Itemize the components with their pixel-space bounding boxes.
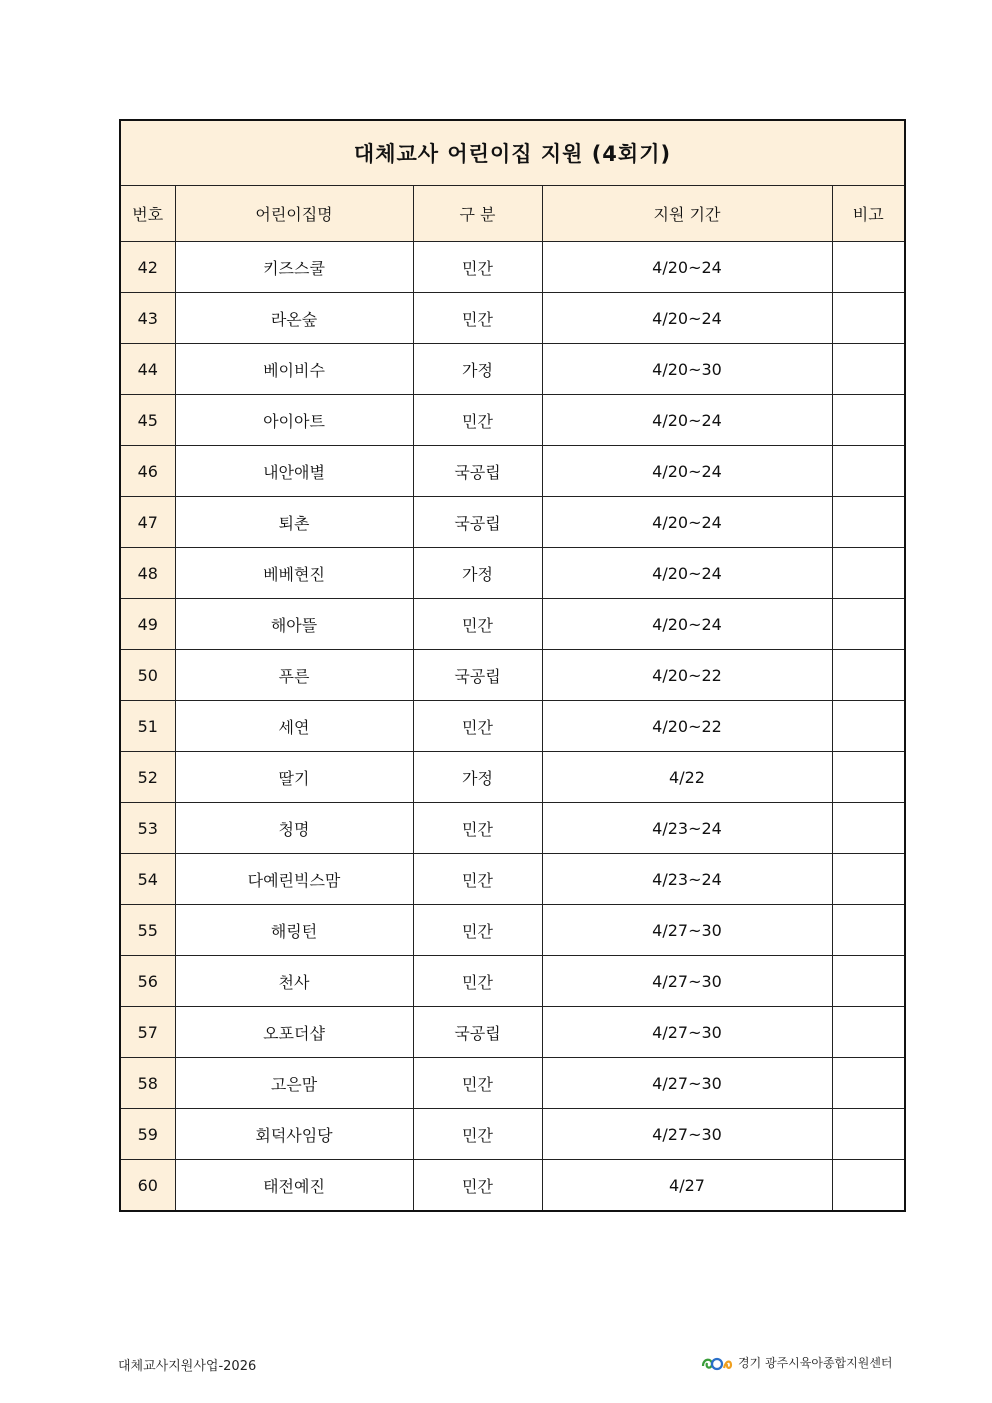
row-number: 45 bbox=[120, 395, 175, 446]
row-name: 회덕사임당 bbox=[175, 1109, 413, 1160]
row-note bbox=[832, 854, 905, 905]
row-number: 54 bbox=[120, 854, 175, 905]
row-number: 43 bbox=[120, 293, 175, 344]
row-name: 키즈스쿨 bbox=[175, 242, 413, 293]
row-name: 천사 bbox=[175, 956, 413, 1007]
table-row bbox=[120, 1058, 905, 1109]
row-number: 56 bbox=[120, 956, 175, 1007]
row-number: 50 bbox=[120, 650, 175, 701]
row-name: 다예린빅스맘 bbox=[175, 854, 413, 905]
row-note bbox=[832, 1109, 905, 1160]
table-row bbox=[120, 548, 905, 599]
row-name: 해링턴 bbox=[175, 905, 413, 956]
table-row bbox=[120, 344, 905, 395]
table-row bbox=[120, 701, 905, 752]
row-type: 민간 bbox=[413, 1109, 542, 1160]
table-body bbox=[120, 242, 905, 1212]
row-name: 라온숲 bbox=[175, 293, 413, 344]
table-row bbox=[120, 446, 905, 497]
row-type: 민간 bbox=[413, 599, 542, 650]
row-type: 민간 bbox=[413, 242, 542, 293]
row-note bbox=[832, 344, 905, 395]
row-type: 가정 bbox=[413, 752, 542, 803]
header-type: 구 분 bbox=[413, 186, 542, 242]
footer-org bbox=[700, 1352, 893, 1372]
row-period: 4/23~24 bbox=[542, 803, 832, 854]
row-note bbox=[832, 242, 905, 293]
row-number: 52 bbox=[120, 752, 175, 803]
row-period: 4/22 bbox=[542, 752, 832, 803]
row-note bbox=[832, 905, 905, 956]
row-period: 4/20~24 bbox=[542, 446, 832, 497]
row-name: 아이아트 bbox=[175, 395, 413, 446]
row-number: 55 bbox=[120, 905, 175, 956]
table-row bbox=[120, 293, 905, 344]
row-period: 4/20~22 bbox=[542, 650, 832, 701]
row-period: 4/20~22 bbox=[542, 701, 832, 752]
row-period: 4/27~30 bbox=[542, 1058, 832, 1109]
row-number: 58 bbox=[120, 1058, 175, 1109]
row-period: 4/27~30 bbox=[542, 1007, 832, 1058]
row-note bbox=[832, 446, 905, 497]
row-period: 4/20~24 bbox=[542, 497, 832, 548]
row-type: 민간 bbox=[413, 1058, 542, 1109]
row-period: 4/20~24 bbox=[542, 395, 832, 446]
row-name: 베이비수 bbox=[175, 344, 413, 395]
row-number: 42 bbox=[120, 242, 175, 293]
row-period: 4/27~30 bbox=[542, 905, 832, 956]
row-note bbox=[832, 701, 905, 752]
row-type: 민간 bbox=[413, 395, 542, 446]
row-period: 4/27~30 bbox=[542, 956, 832, 1007]
row-name: 청명 bbox=[175, 803, 413, 854]
table-row bbox=[120, 803, 905, 854]
row-name: 태전예진 bbox=[175, 1160, 413, 1212]
row-type: 국공립 bbox=[413, 497, 542, 548]
row-type: 민간 bbox=[413, 293, 542, 344]
header-note: 비고 bbox=[832, 186, 905, 242]
header-name: 어린이집명 bbox=[175, 186, 413, 242]
row-number: 59 bbox=[120, 1109, 175, 1160]
table-row bbox=[120, 395, 905, 446]
row-note bbox=[832, 395, 905, 446]
row-name: 내안애별 bbox=[175, 446, 413, 497]
row-type: 국공립 bbox=[413, 446, 542, 497]
row-type: 가정 bbox=[413, 548, 542, 599]
table-row bbox=[120, 1007, 905, 1058]
row-note bbox=[832, 293, 905, 344]
row-name: 딸기 bbox=[175, 752, 413, 803]
row-name: 해아뜰 bbox=[175, 599, 413, 650]
header-period: 지원 기간 bbox=[542, 186, 832, 242]
table-row bbox=[120, 242, 905, 293]
row-number: 57 bbox=[120, 1007, 175, 1058]
row-note bbox=[832, 548, 905, 599]
row-number: 53 bbox=[120, 803, 175, 854]
row-type: 가정 bbox=[413, 344, 542, 395]
row-name: 고은맘 bbox=[175, 1058, 413, 1109]
row-number: 46 bbox=[120, 446, 175, 497]
row-type: 민간 bbox=[413, 956, 542, 1007]
row-type: 민간 bbox=[413, 905, 542, 956]
row-name: 오포더샵 bbox=[175, 1007, 413, 1058]
footer-program-label: 대체교사지원사업-2026 bbox=[118, 1359, 257, 1374]
row-period: 4/23~24 bbox=[542, 854, 832, 905]
row-type: 민간 bbox=[413, 854, 542, 905]
row-type: 민간 bbox=[413, 701, 542, 752]
row-type: 국공립 bbox=[413, 1007, 542, 1058]
row-note bbox=[832, 650, 905, 701]
row-period: 4/20~24 bbox=[542, 242, 832, 293]
row-number: 44 bbox=[120, 344, 175, 395]
row-period: 4/20~24 bbox=[542, 293, 832, 344]
row-number: 60 bbox=[120, 1160, 175, 1212]
row-note bbox=[832, 956, 905, 1007]
row-number: 48 bbox=[120, 548, 175, 599]
row-note bbox=[832, 599, 905, 650]
table-row bbox=[120, 752, 905, 803]
row-period: 4/27 bbox=[542, 1160, 832, 1212]
table-row bbox=[120, 599, 905, 650]
table-row bbox=[120, 1109, 905, 1160]
row-note bbox=[832, 497, 905, 548]
row-name: 세연 bbox=[175, 701, 413, 752]
row-note bbox=[832, 803, 905, 854]
row-name: 푸른 bbox=[175, 650, 413, 701]
row-period: 4/20~30 bbox=[542, 344, 832, 395]
table-row bbox=[120, 1160, 905, 1212]
center-logo-icon bbox=[700, 1352, 734, 1372]
row-note bbox=[832, 1007, 905, 1058]
row-type: 민간 bbox=[413, 1160, 542, 1212]
row-period: 4/20~24 bbox=[542, 599, 832, 650]
table-row bbox=[120, 854, 905, 905]
row-note bbox=[832, 1160, 905, 1212]
table-title: 대체교사 어린이집 지원 (4회기) bbox=[120, 120, 905, 186]
table-row bbox=[120, 905, 905, 956]
table-row bbox=[120, 650, 905, 701]
footer-org-name: 경기 광주시육아종합지원센터 bbox=[738, 1355, 893, 1370]
header-number: 번호 bbox=[120, 186, 175, 242]
table-row bbox=[120, 956, 905, 1007]
row-type: 국공립 bbox=[413, 650, 542, 701]
row-number: 47 bbox=[120, 497, 175, 548]
row-type: 민간 bbox=[413, 803, 542, 854]
row-note bbox=[832, 752, 905, 803]
row-period: 4/20~24 bbox=[542, 548, 832, 599]
row-note bbox=[832, 1058, 905, 1109]
table-row bbox=[120, 497, 905, 548]
row-number: 51 bbox=[120, 701, 175, 752]
row-name: 퇴촌 bbox=[175, 497, 413, 548]
row-name: 베베현진 bbox=[175, 548, 413, 599]
row-period: 4/27~30 bbox=[542, 1109, 832, 1160]
row-number: 49 bbox=[120, 599, 175, 650]
support-table bbox=[119, 119, 906, 1212]
header-row bbox=[120, 186, 905, 242]
